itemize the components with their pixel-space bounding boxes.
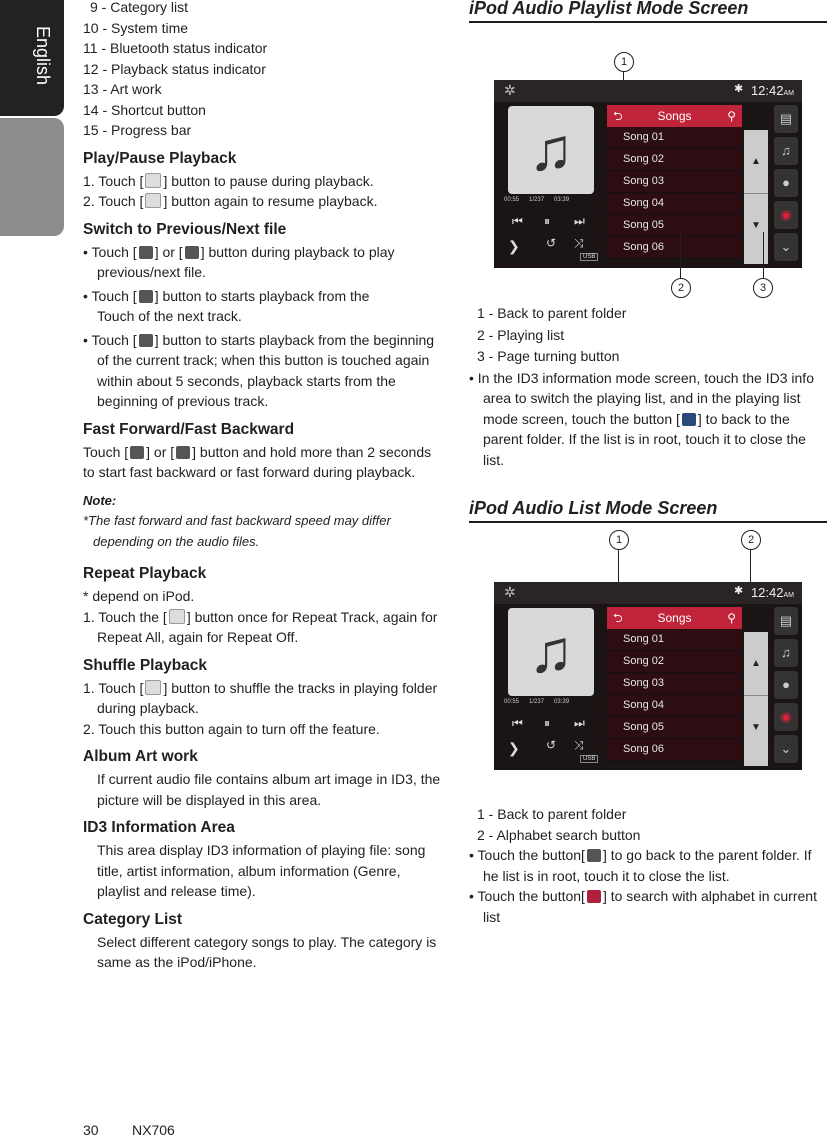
list-bullet-2: • Touch the button[ ] to search with alphabet in current list [469, 888, 817, 925]
song-row[interactable]: Song 06 [607, 739, 742, 761]
list-item: 2 - Playing list [477, 326, 565, 343]
list-item: 2 - Alphabet search button [477, 826, 641, 843]
progress-info: 00:55 1/237 03:39 [504, 197, 570, 203]
id3-text: This area display ID3 information of playing file: song title, artist information, album information (Genre, playlist and release time). [97, 842, 426, 899]
category-list [774, 607, 798, 767]
callout-2: 2 [671, 278, 691, 298]
page-up-button[interactable]: ▲ [744, 632, 768, 696]
more-icon[interactable]: ⌄ [774, 233, 798, 261]
system-time: 12:42AM [750, 585, 794, 600]
previous-button[interactable]: ⏮ [512, 214, 523, 228]
list-header: ⮌ Songs ⚲ [607, 607, 742, 629]
manual-tab-label: Owner's Manual [36, 246, 51, 340]
list-item: 15 - Progress bar [83, 122, 192, 138]
category-heading: Category List [83, 910, 183, 928]
playlist-category-icon[interactable]: ▤ [774, 607, 798, 635]
repeat-icon [169, 609, 185, 624]
page-turning-buttons [744, 130, 768, 264]
category-text: Select different category songs to play. The category is same as the iPod/iPhone. [97, 933, 437, 970]
prev-next-bullet-3: • Touch [ ] button to starts playback from the beginning of the current track; when this button is touched again within about 5 seconds, playback starts from the beginning of previous track. [83, 331, 435, 409]
shuffle-step-1: 1. Touch [ ] button to shuffle the tracks in playing folder during playback. [83, 679, 438, 716]
shuffle-button[interactable]: ⤨ [574, 738, 584, 752]
list-item: 1 - Back to parent folder [477, 305, 627, 321]
play-pause-heading: Play/Pause Playback [83, 149, 237, 167]
back-icon [682, 413, 696, 426]
list-item: 13 - Art work [83, 81, 162, 97]
playlist-section-title: iPod Audio Playlist Mode Screen [469, 0, 827, 23]
playlist-screen [494, 80, 802, 268]
note-heading: Note: [83, 492, 117, 508]
list-notes [469, 804, 825, 927]
callout-3: 3 [753, 278, 773, 298]
prev-next-bullet-2: • Touch [ ] button to starts playback from the Touch of the next track. [83, 287, 370, 324]
page-number: 30 [83, 1122, 99, 1138]
repeat-heading: Repeat Playback [83, 565, 207, 582]
song-row[interactable]: Song 01 [607, 127, 742, 149]
model-name: NX706 [132, 1122, 175, 1138]
previous-button[interactable]: ⏮ [512, 716, 523, 730]
artist-category-icon[interactable]: ● [774, 169, 798, 197]
more-icon[interactable]: ⌄ [774, 735, 798, 763]
back-icon[interactable]: ⮌ [613, 109, 623, 123]
note-text: *The fast forward and fast backward speed may differ depending on the audio files. [83, 513, 391, 549]
progress-info: 00:55 1/237 03:39 [504, 699, 570, 705]
play-pause-step-1: 1. Touch [ ] button to pause during playback. [83, 172, 374, 189]
list-header: ⮌ Songs ⚲ [607, 105, 742, 127]
category-list [774, 105, 798, 265]
callout-2: 2 [741, 530, 761, 550]
callout-1: 1 [609, 530, 629, 550]
shortcut-button[interactable]: ❯ [508, 238, 520, 254]
list-item: 11 - Bluetooth status indicator [83, 40, 268, 56]
page-down-button[interactable]: ▼ [751, 220, 761, 231]
list-item: 12 - Playback status indicator [83, 60, 266, 77]
song-row[interactable]: Song 02 [607, 149, 742, 171]
pause-button[interactable]: ⏸ [544, 716, 551, 730]
prev-next-bullet-1: • Touch [ ] or [ ] button during playback to play previous/next file. [83, 243, 395, 280]
source-badge: USB [580, 253, 598, 261]
callout-1: 1 [614, 52, 634, 72]
page-down-button[interactable]: ▼ [751, 722, 761, 733]
next-button[interactable]: ⏭ [574, 716, 585, 730]
artist-category-icon[interactable]: ● [774, 671, 798, 699]
album-art[interactable]: ♫ [508, 608, 594, 696]
song-list [607, 105, 742, 259]
shuffle-button[interactable]: ⤨ [574, 236, 584, 250]
list-item: 3 - Page turning button [477, 348, 620, 364]
repeat-step: 1. Touch the [ ] button once for Repeat Track, again for Repeat All, again for Repeat Off. [83, 608, 438, 645]
song-category-icon[interactable]: ♫ [774, 639, 798, 667]
repeat-depend: * depend on iPod. [83, 588, 195, 604]
record-icon[interactable]: ◉ [774, 201, 798, 229]
status-bar [494, 582, 802, 604]
playlist-bullet: • In the ID3 information mode screen, touch the ID3 info area to switch the playing list, and in the playing list mode screen, touch the button [ ] to back to the parent folder. If the list is in root, touch it to close the list. [469, 369, 814, 468]
song-row[interactable]: Song 05 [607, 717, 742, 739]
list-item: 10 - System time [83, 19, 189, 36]
shuffle-step-2: 2. Touch this button again to turn off the feature. [83, 720, 380, 737]
settings-icon[interactable]: ✲ [504, 82, 516, 98]
shuffle-heading: Shuffle Playback [83, 656, 208, 674]
repeat-button[interactable]: ↺ [546, 236, 557, 250]
album-text: If current audio file contains album art image in ID3, the picture will be displayed in this area. [97, 771, 441, 808]
settings-icon[interactable]: ✲ [504, 584, 516, 600]
list-item: 9 - Category list [90, 0, 189, 15]
playlist-category-icon[interactable]: ▤ [774, 105, 798, 133]
next-button[interactable]: ⏭ [574, 214, 585, 228]
list-screen [494, 582, 802, 770]
play-pause-step-2: 2. Touch [ ] button again to resume playback. [83, 193, 378, 209]
id3-heading: ID3 Information Area [83, 819, 235, 836]
song-list [607, 607, 742, 761]
status-bar [494, 80, 802, 102]
prev-next-heading: Switch to Previous/Next file [83, 220, 287, 238]
previous-icon [139, 334, 153, 347]
back-icon[interactable]: ⮌ [613, 611, 623, 625]
repeat-button[interactable]: ↺ [546, 738, 557, 752]
song-row[interactable]: Song 03 [607, 673, 742, 695]
song-category-icon[interactable]: ♫ [774, 137, 798, 165]
ff-fb-text: Touch [ ] or [ ] button and hold more than 2 seconds to start fast backward or fast forward during playback. [83, 443, 432, 480]
left-column [83, 0, 443, 973]
back-icon [587, 849, 601, 862]
page-up-button[interactable]: ▲ [744, 130, 768, 194]
song-row[interactable]: Song 04 [607, 695, 742, 717]
shuffle-icon [145, 680, 161, 695]
next-icon [185, 246, 199, 259]
song-row[interactable]: Song 05 [607, 215, 742, 237]
list-item: 14 - Shortcut button [83, 101, 206, 118]
list-bullet-1: • Touch the button[ ] to go back to the parent folder. If he list is in root, touch it to close the list. [469, 847, 812, 884]
playlist-notes [469, 303, 825, 470]
bluetooth-icon: ✱ [734, 585, 744, 597]
pause-button[interactable]: ⏸ [544, 214, 551, 228]
system-time: 12:42AM [750, 83, 794, 98]
song-row[interactable]: Song 04 [607, 193, 742, 215]
list-section-title: iPod Audio List Mode Screen [469, 498, 827, 523]
shortcut-button[interactable]: ❯ [508, 740, 520, 756]
record-icon[interactable]: ◉ [774, 703, 798, 731]
bluetooth-icon: ✱ [734, 83, 744, 95]
search-icon[interactable]: ⚲ [727, 109, 736, 123]
list-item: 1 - Back to parent folder [477, 806, 627, 822]
album-heading: Album Art work [83, 748, 198, 765]
song-row[interactable]: Song 02 [607, 651, 742, 673]
language-tab [0, 0, 64, 116]
ff-fb-heading: Fast Forward/Fast Backward [83, 420, 295, 438]
page-turning-buttons [744, 632, 768, 766]
search-icon[interactable]: ⚲ [727, 611, 736, 625]
source-badge: USB [580, 755, 598, 763]
callout-leader [763, 232, 764, 278]
next-icon [139, 290, 153, 303]
fast-forward-icon [176, 446, 190, 459]
search-icon [587, 890, 601, 903]
callout-leader [680, 232, 681, 278]
pause-icon [145, 173, 161, 188]
song-row[interactable]: Song 03 [607, 171, 742, 193]
fast-backward-icon [130, 446, 144, 459]
play-icon [145, 193, 161, 208]
previous-icon [139, 246, 153, 259]
song-row[interactable]: Song 01 [607, 629, 742, 651]
language-tab-label: English [33, 26, 53, 86]
album-art[interactable]: ♫ [508, 106, 594, 194]
song-row[interactable]: Song 06 [607, 237, 742, 259]
manual-tab [0, 118, 64, 340]
